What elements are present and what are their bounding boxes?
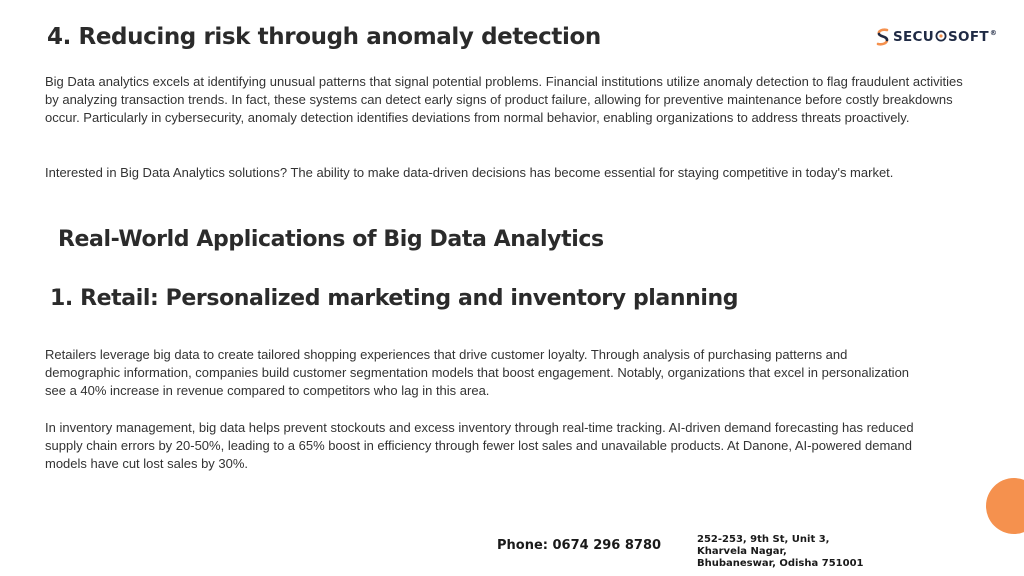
footer-address [697, 534, 863, 569]
address-line: 252-253, 9th St, Unit 3, [697, 534, 830, 545]
footer-phone[interactable]: Phone: 0674 296 8780 [497, 538, 662, 553]
section-heading-retail: 1. Retail: Personalized marketing and inventory planning [50, 286, 739, 311]
anomaly-detection-paragraph: Big Data analytics excels at identifying unusual patterns that signal potential problems. Financial institutions utilize anomaly detection to flag fraudulent activities by analyzing transaction trends. In fact, these systems can detect early signs of product failure, allowing for preventive maintenance before costly breakdowns occur. Particularly in cybersecurity, anomaly detection identifies deviations from normal behavior, enabling organizations to address threats proactively. [45, 74, 963, 126]
s-shield-icon [876, 28, 890, 46]
cta-paragraph: Interested in Big Data Analytics solutions? The ability to make data-driven decisions has become essential for staying competitive in today's market. [45, 165, 894, 180]
section-heading-real-world-applications: Real-World Applications of Big Data Analytics [58, 227, 604, 252]
company-logo[interactable] [876, 28, 997, 46]
retail-personalization-paragraph: Retailers leverage big data to create tailored shopping experiences that drive customer loyalty. Through analysis of purchasing patterns and demographic information, companies build customer segmentation models that boost engagement. Notably, organizations that excel in personalization see a 40% increase in revenue compared to competitors who lag in this area. [45, 347, 910, 399]
decorative-orange-circle [986, 478, 1024, 534]
address-line: Kharvela Nagar, [697, 545, 787, 557]
address-line: Bhubaneswar, Odisha 751001 [697, 557, 864, 569]
logo-wordmark: SECU SOFT® [893, 29, 998, 45]
gear-icon [935, 30, 947, 42]
retail-inventory-paragraph: In inventory management, big data helps prevent stockouts and excess inventory through real-time tracking. AI-driven demand forecasting has reduced supply chain errors by 20-50%, leading to a 65% boost in efficiency through fewer lost sales and unavailable products. At Danone, AI-powered demand models have cut lost sales by 30%. [45, 420, 914, 472]
section-heading-anomaly-detection: 4. Reducing risk through anomaly detection [47, 24, 601, 50]
